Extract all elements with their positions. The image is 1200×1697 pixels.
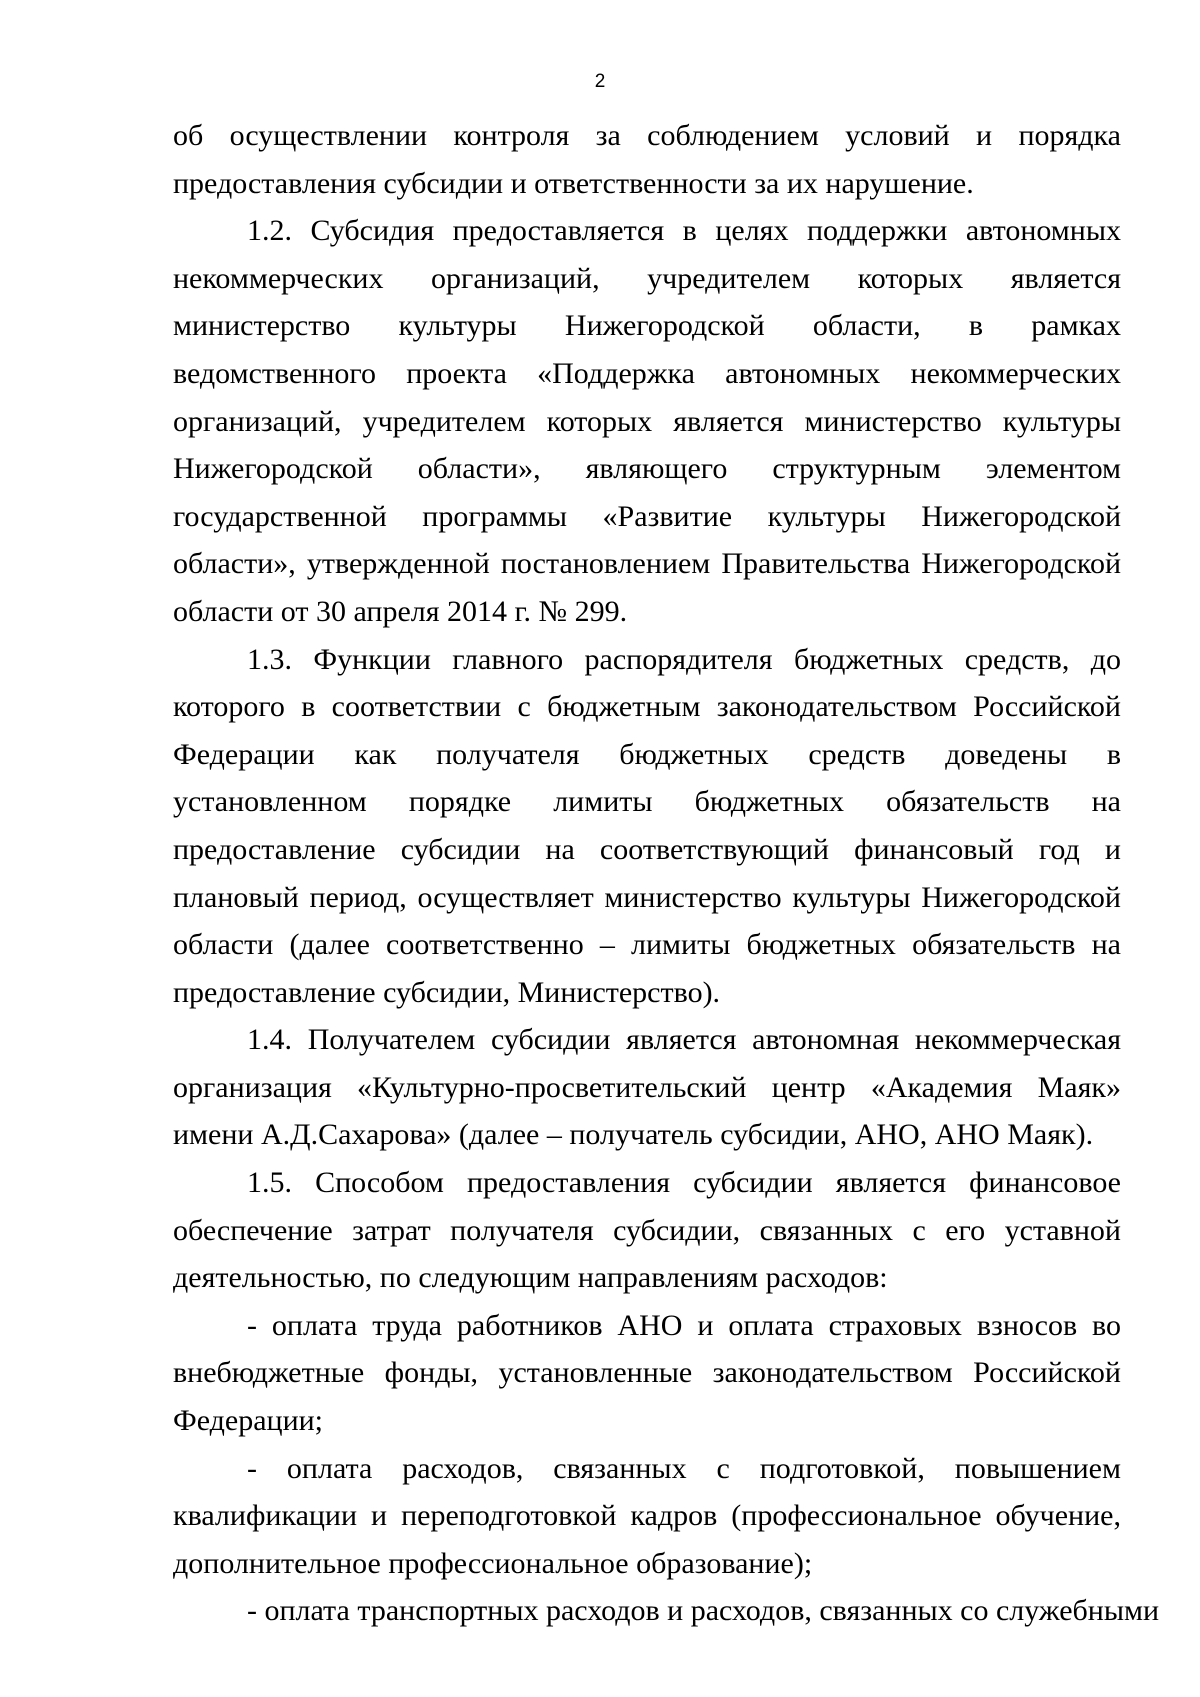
list-item-training-costs: - оплата расходов, связанных с подготовкой, повышением квалификации и переподготовкой кадров (профессиональное обучение, дополнительное профессиональное образование);	[173, 1451, 1121, 1580]
list-item-transport-costs: - оплата транспортных расходов и расходов, связанных со служебными	[247, 1594, 1160, 1628]
paragraph-1-2: 1.2. Субсидия предоставляется в целях поддержки автономных некоммерческих организаций, учредителем которых является министерство культуры Нижегородской области, в рамках ведомственного проекта «Поддержка автономных некоммерческих организаций, учредителем которых является министерство культуры Нижегородской области», являющего структурным элементом государственной программы «Развитие культуры Нижегородской области», утвержденной постановлением Правительства Нижегородской области от 30 апреля 2014 г. № 299.	[173, 214, 1121, 628]
paragraph-1-4: 1.4. Получателем субсидии является автономная некоммерческая организация «Культурно-просветительский центр «Академия Маяк» имени А.Д.Сахарова» (далее – получатель субсидии, АНО, АНО Маяк).	[173, 1023, 1121, 1152]
page-number: 2	[594, 71, 606, 92]
paragraph-1-3: 1.3. Функции главного распорядителя бюджетных средств, до которого в соответствии с бюджетным законодательством Российской Федерации как получателя бюджетных средств доведены в установленном порядке лимиты бюджетных обязательств на предоставление субсидии на соответствующий финансовый год и плановый период, осуществляет министерство культуры Нижегородской области (далее соответственно – лимиты бюджетных обязательств на предоставление субсидии, Министерство).	[173, 642, 1121, 1009]
document-body	[173, 112, 1160, 1635]
list-item-labor-costs: - оплата труда работников АНО и оплата страховых взносов во внебюджетные фонды, установленные законодательством Российской Федерации;	[173, 1308, 1121, 1438]
paragraph-continuation: об осуществлении контроля за соблюдением условий и порядка предоставления субсидии и ответственности за их нарушение.	[173, 119, 1121, 200]
paragraph-1-5: 1.5. Способом предоставления субсидии является финансовое обеспечение затрат получателя субсидии, связанных с его уставной деятельностью, по следующим направлениям расходов:	[173, 1166, 1121, 1295]
